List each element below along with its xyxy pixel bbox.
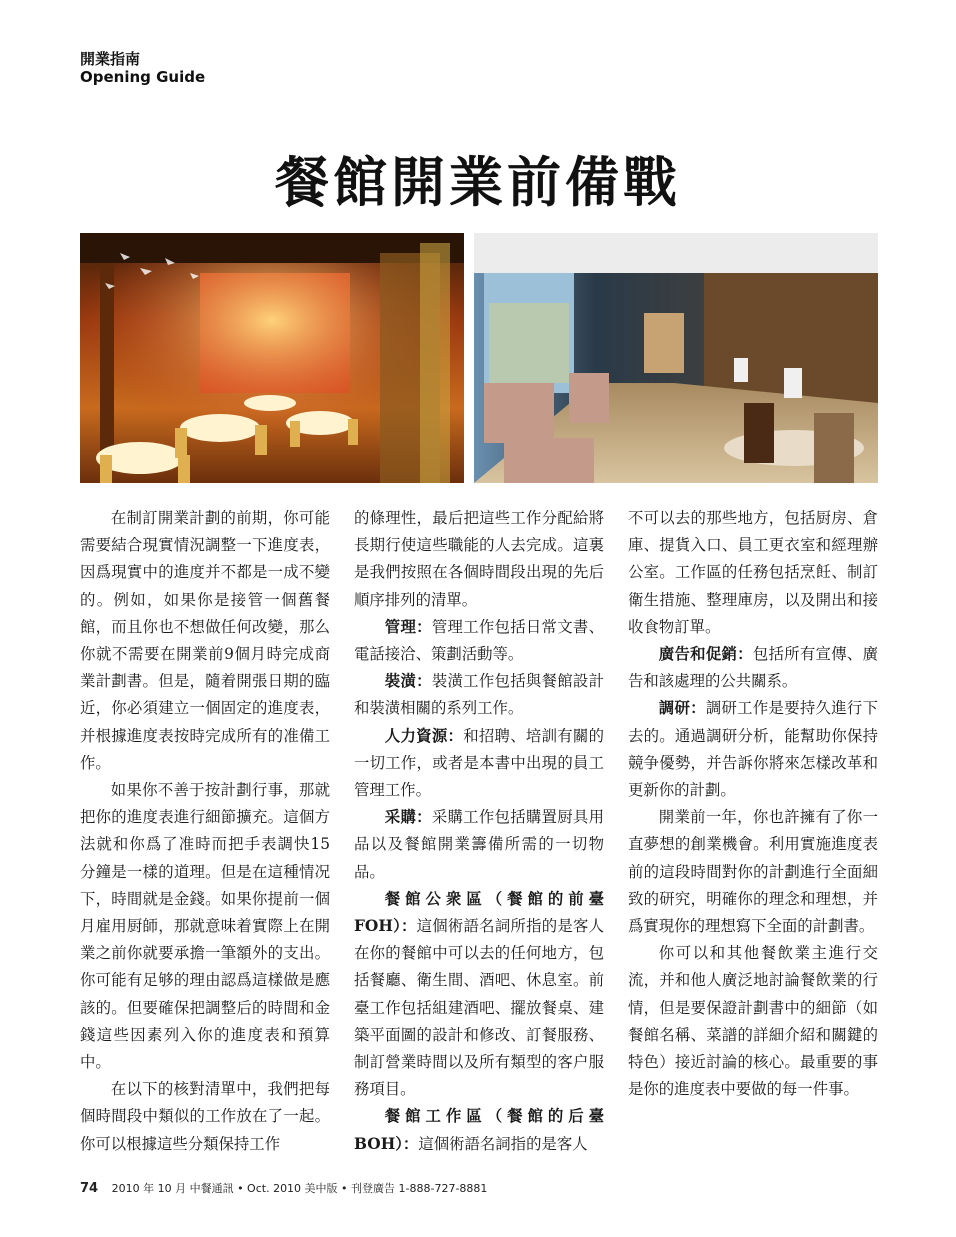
paragraph-text: 和招聘、培訓有關的一切工作，或者是本書中出現的員工管理工作。: [354, 726, 604, 800]
paragraph: [354, 723, 604, 805]
paragraph-text: 裝潢工作包括與餐館設計和裝潢相關的系列工作。: [354, 672, 604, 718]
paragraph-text: 如果你不善于按計劃行事，那就把你的進度表進行細節擴充。這個方法就和你爲了准時而把手表調快15分鐘是一樣的道理。但是在這種情况下，時間就是金錢。如果你提前一個月雇用厨師，那就意味着實際上在開業之前你就要承擔一筆額外的支出。你可能有足够的理由認爲這樣做是應該的。但要確保把調整后的時間和金錢這些因素列入你的進度表和預算中。: [80, 781, 330, 1072]
paragraph-text: 包括所有宣傳、廣告和該處理的公共關系。: [628, 645, 878, 691]
article-column-2: [354, 505, 604, 1158]
paragraph: [80, 505, 330, 777]
paragraph-heading: 調研：: [658, 699, 706, 718]
paragraph: [628, 804, 878, 940]
paragraph-text: 你可以和其他餐飲業主進行交流，并和他人廣泛地討論餐飲業的行情，但是要保證計劃書中的細節（如餐館名稱、菜譜的詳細介紹和關鍵的特色）接近討論的核心。最重要的事是你的進度表中要做的每一件事。: [628, 944, 878, 1099]
paragraph-text: 管理工作包括日常文書、電話接洽、策劃活動等。: [354, 617, 604, 664]
article-column-1: [80, 505, 330, 1158]
paragraph-text: 不可以去的那些地方，包括厨房、倉庫、提貨入口、員工更衣室和經理辦公室。工作區的任務包括烹飪、制訂衛生措施、整理庫房，以及開出和接收食物訂單。: [628, 509, 878, 636]
paragraph-text: 調研工作是要持久進行下去的。通過調研分析，能幫助你保持競争優勢，并告訴你將來怎樣改革和更新你的計劃。: [628, 699, 878, 800]
paragraph: [628, 505, 878, 641]
paragraph: [354, 505, 604, 614]
paragraph-heading: 采購：: [384, 808, 432, 827]
page-number: 74: [80, 1181, 99, 1196]
paragraph-text: 采購工作包括購置厨具用品以及餐館開業籌備所需的一切物品。: [354, 808, 604, 881]
paragraph: [354, 886, 604, 1104]
paragraph-text: 開業前一年，你也許擁有了你一直夢想的創業機會。利用實施進度表前的這段時間對你的計劃進行全面細致的研究，明確你的理念和理想，并爲實現你的理想寫下全面的計劃書。: [628, 808, 878, 936]
section-label-zh: 開業指南: [80, 50, 141, 68]
paragraph: [354, 1103, 604, 1157]
paragraph: [628, 940, 878, 1103]
paragraph-text: 這個術語名詞所指的是客人在你的餐館中可以去的任何地方，包括餐廳、衛生間、酒吧、休息室。前臺工作包括組建酒吧、擺放餐桌、建築平面圖的設計和修改、訂餐服務、制訂營業時間以及所有類型的客户服務項目。: [354, 917, 604, 1099]
paragraph-text: 在以下的核對清單中，我們把每個時間段中類似的工作放在了一起。你可以根據這些分類保持工作: [80, 1080, 330, 1153]
paragraph: [354, 804, 604, 886]
restaurant-photo-booth-seating: [474, 233, 878, 483]
paragraph: [80, 777, 330, 1076]
paragraph-text: 這個術語名詞指的是客人: [418, 1134, 588, 1153]
paragraph: [80, 1076, 330, 1158]
section-label-en: Opening Guide: [80, 68, 206, 86]
paragraph-heading: 人力資源：: [384, 726, 464, 745]
article-column-3: [628, 505, 878, 1103]
paragraph-text: 在制訂開業計劃的前期，你可能需要結合現實情況調整一下進度表，因爲現實中的進度并不都是一成不變的。例如，如果你是接管一個舊餐館，而且你也不想做任何改變，那么你就不需要在開業前9個月時完成商業計劃書。但是，隨着開張日期的臨近，你必須建立一個固定的進度表，并根據進度表按時完成所有的准備工作。: [80, 509, 330, 772]
paragraph-heading: 廣告和促銷：: [658, 645, 753, 664]
paragraph: [354, 668, 604, 722]
paragraph: [628, 695, 878, 804]
publication-info: 2010 年 10 月 中餐通訊 • Oct. 2010 美中版 • 刊登廣告 1-888-727-8881: [111, 1182, 488, 1195]
section-label: [80, 50, 205, 86]
paragraph-heading: 裝潢：: [384, 672, 432, 691]
paragraph-text: 的條理性，最后把這些工作分配給將長期行使這些職能的人去完成。這裏是我們按照在各個時間段出現的先后順序排列的清單。: [354, 509, 604, 609]
article-title: 餐館開業前備戰: [275, 150, 681, 214]
paragraph-heading: 餐館工作區（餐館的后臺BOH）：: [354, 1107, 604, 1153]
restaurant-photo-red-dining-room: [80, 233, 464, 483]
paragraph: [628, 641, 878, 695]
paragraph: [354, 614, 604, 668]
paragraph-heading: 餐館公衆區（餐館的前臺FOH）：: [354, 889, 604, 936]
paragraph-heading: 管理：: [384, 617, 432, 636]
page-footer: [80, 1180, 487, 1196]
